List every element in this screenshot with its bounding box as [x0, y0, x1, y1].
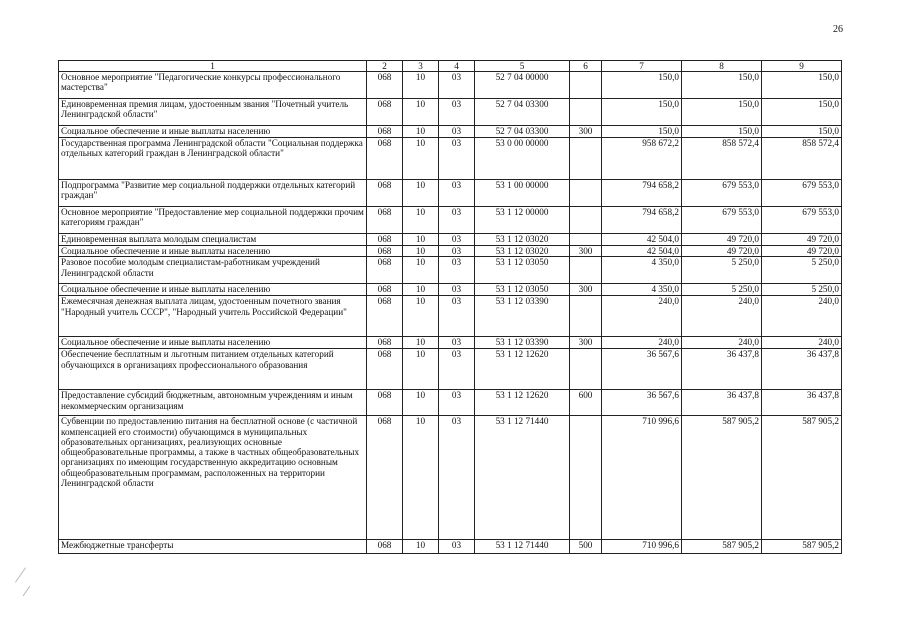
row-description: Субвенции по предоставлению питания на бесплатной основе (с частичной компенсацией его стоимости) обучающимся в муниципальных образовательных организациях, реализующих основные общеобразовательные программы, а также в частных общеобразовательных организациях по имеющим государственную аккредитацию основным общеобразовательным программам, расположенных на территории Ленинградской области [59, 416, 367, 540]
cell-admin-code: 068 [367, 207, 403, 234]
cell-amount-col9: 587 905,2 [762, 416, 842, 540]
row-description: Единовременная премия лицам, удостоенным звания "Почетный учитель Ленинградской области" [59, 99, 367, 126]
cell-section: 10 [403, 207, 439, 234]
col-header-7: 7 [602, 61, 682, 72]
cell-amount-col9: 240,0 [762, 337, 842, 349]
row-description: Социальное обеспечение и иные выплаты населению [59, 284, 367, 296]
table-row [59, 349, 842, 390]
cell-section: 10 [403, 390, 439, 416]
col-header-3: 3 [403, 61, 439, 72]
cell-section: 10 [403, 337, 439, 349]
cell-target-article: 53 1 12 03390 [475, 296, 570, 337]
cell-target-article: 53 0 00 00000 [475, 138, 570, 180]
cell-subsection: 03 [439, 207, 475, 234]
cell-amount-col8: 150,0 [682, 99, 762, 126]
cell-amount-col7: 794 658,2 [602, 207, 682, 234]
cell-subsection: 03 [439, 337, 475, 349]
cell-amount-col8: 5 250,0 [682, 284, 762, 296]
cell-amount-col9: 858 572,4 [762, 138, 842, 180]
cell-section: 10 [403, 126, 439, 138]
cell-amount-col8: 679 553,0 [682, 207, 762, 234]
cell-target-article: 53 1 12 03390 [475, 337, 570, 349]
cell-expense-type [570, 234, 602, 246]
header-row [59, 61, 842, 72]
cell-subsection: 03 [439, 257, 475, 284]
table-row [59, 540, 842, 554]
cell-amount-col7: 4 350,0 [602, 284, 682, 296]
cell-expense-type [570, 99, 602, 126]
cell-amount-col8: 858 572,4 [682, 138, 762, 180]
cell-subsection: 03 [439, 234, 475, 246]
cell-admin-code: 068 [367, 349, 403, 390]
cell-amount-col9: 679 553,0 [762, 180, 842, 207]
cell-section: 10 [403, 296, 439, 337]
cell-subsection: 03 [439, 296, 475, 337]
cell-target-article: 53 1 12 12620 [475, 349, 570, 390]
cell-admin-code: 068 [367, 72, 403, 99]
cell-amount-col8: 49 720,0 [682, 234, 762, 246]
cell-section: 10 [403, 180, 439, 207]
row-description: Основное мероприятие "Предоставление мер социальной поддержки прочим категориям граждан" [59, 207, 367, 234]
cell-admin-code: 068 [367, 234, 403, 246]
cell-target-article: 53 1 12 03020 [475, 234, 570, 246]
cell-amount-col9: 587 905,2 [762, 540, 842, 554]
table-row [59, 126, 842, 138]
cell-amount-col7: 710 996,6 [602, 416, 682, 540]
table-row [59, 246, 842, 257]
cell-subsection: 03 [439, 416, 475, 540]
cell-target-article: 53 1 12 03050 [475, 257, 570, 284]
table-row [59, 180, 842, 207]
cell-amount-col8: 679 553,0 [682, 180, 762, 207]
cell-amount-col8: 49 720,0 [682, 246, 762, 257]
cell-amount-col8: 240,0 [682, 337, 762, 349]
table-header [59, 61, 842, 72]
cell-section: 10 [403, 246, 439, 257]
row-description: Социальное обеспечение и иные выплаты населению [59, 337, 367, 349]
cell-expense-type [570, 296, 602, 337]
cell-amount-col8: 36 437,8 [682, 349, 762, 390]
cell-amount-col9: 36 437,8 [762, 349, 842, 390]
table-row [59, 296, 842, 337]
cell-admin-code: 068 [367, 416, 403, 540]
table-row [59, 99, 842, 126]
col-header-9: 9 [762, 61, 842, 72]
cell-amount-col7: 794 658,2 [602, 180, 682, 207]
table-row [59, 234, 842, 246]
cell-target-article: 53 1 12 71440 [475, 416, 570, 540]
cell-amount-col8: 240,0 [682, 296, 762, 337]
table-row [59, 284, 842, 296]
cell-expense-type [570, 207, 602, 234]
row-description: Единовременная выплата молодым специалистам [59, 234, 367, 246]
cell-admin-code: 068 [367, 257, 403, 284]
cell-amount-col8: 587 905,2 [682, 416, 762, 540]
cell-amount-col9: 5 250,0 [762, 284, 842, 296]
scan-mark [15, 567, 26, 582]
cell-expense-type [570, 138, 602, 180]
cell-amount-col7: 710 996,6 [602, 540, 682, 554]
cell-subsection: 03 [439, 540, 475, 554]
row-description: Межбюджетные трансферты [59, 540, 367, 554]
cell-subsection: 03 [439, 126, 475, 138]
cell-amount-col9: 679 553,0 [762, 207, 842, 234]
cell-target-article: 53 1 12 12620 [475, 390, 570, 416]
table-row [59, 257, 842, 284]
row-description: Обеспечение бесплатным и льготным питанием отдельных категорий обучающихся в организациях профессионального образования [59, 349, 367, 390]
cell-target-article: 52 7 04 03300 [475, 99, 570, 126]
cell-subsection: 03 [439, 246, 475, 257]
cell-expense-type: 300 [570, 126, 602, 138]
row-description: Социальное обеспечение и иные выплаты населению [59, 246, 367, 257]
cell-amount-col9: 150,0 [762, 72, 842, 99]
cell-admin-code: 068 [367, 180, 403, 207]
cell-amount-col7: 36 567,6 [602, 349, 682, 390]
row-description: Подпрограмма "Развитие мер социальной поддержки отдельных категорий граждан" [59, 180, 367, 207]
cell-amount-col9: 240,0 [762, 296, 842, 337]
table-row [59, 138, 842, 180]
cell-amount-col7: 240,0 [602, 296, 682, 337]
cell-target-article: 52 7 04 00000 [475, 72, 570, 99]
cell-section: 10 [403, 234, 439, 246]
row-description: Предоставление субсидий бюджетным, автономным учреждениям и иным некоммерческим организациям [59, 390, 367, 416]
row-description: Ежемесячная денежная выплата лицам, удостоенным почетного звания "Народный учитель СССР", "Народный учитель Российской Федерации" [59, 296, 367, 337]
cell-subsection: 03 [439, 99, 475, 126]
cell-expense-type [570, 180, 602, 207]
cell-section: 10 [403, 284, 439, 296]
cell-target-article: 53 1 12 03020 [475, 246, 570, 257]
cell-expense-type: 300 [570, 284, 602, 296]
table-body [59, 72, 842, 554]
cell-amount-col9: 49 720,0 [762, 234, 842, 246]
cell-target-article: 52 7 04 03300 [475, 126, 570, 138]
cell-section: 10 [403, 138, 439, 180]
cell-expense-type: 500 [570, 540, 602, 554]
cell-amount-col8: 5 250,0 [682, 257, 762, 284]
cell-admin-code: 068 [367, 284, 403, 296]
cell-amount-col9: 49 720,0 [762, 246, 842, 257]
cell-amount-col9: 5 250,0 [762, 257, 842, 284]
cell-amount-col7: 36 567,6 [602, 390, 682, 416]
cell-admin-code: 068 [367, 296, 403, 337]
cell-expense-type [570, 416, 602, 540]
table-row [59, 416, 842, 540]
cell-expense-type: 600 [570, 390, 602, 416]
cell-amount-col7: 42 504,0 [602, 246, 682, 257]
col-header-8: 8 [682, 61, 762, 72]
cell-admin-code: 068 [367, 99, 403, 126]
cell-target-article: 53 1 00 00000 [475, 180, 570, 207]
col-header-1: 1 [59, 61, 367, 72]
cell-amount-col9: 150,0 [762, 126, 842, 138]
row-description: Государственная программа Ленинградской области "Социальная поддержка отдельных категорий граждан в Ленинградской области" [59, 138, 367, 180]
cell-amount-col7: 150,0 [602, 126, 682, 138]
cell-admin-code: 068 [367, 126, 403, 138]
cell-amount-col7: 958 672,2 [602, 138, 682, 180]
col-header-2: 2 [367, 61, 403, 72]
cell-amount-col7: 4 350,0 [602, 257, 682, 284]
cell-amount-col8: 150,0 [682, 72, 762, 99]
cell-section: 10 [403, 99, 439, 126]
cell-subsection: 03 [439, 180, 475, 207]
page-number: 26 [833, 24, 843, 35]
cell-admin-code: 068 [367, 337, 403, 349]
cell-expense-type [570, 257, 602, 284]
cell-section: 10 [403, 72, 439, 99]
col-header-4: 4 [439, 61, 475, 72]
cell-amount-col9: 36 437,8 [762, 390, 842, 416]
col-header-5: 5 [475, 61, 570, 72]
cell-expense-type: 300 [570, 337, 602, 349]
cell-amount-col8: 36 437,8 [682, 390, 762, 416]
table-row [59, 337, 842, 349]
cell-amount-col7: 240,0 [602, 337, 682, 349]
scan-mark [23, 586, 31, 596]
cell-subsection: 03 [439, 349, 475, 390]
cell-expense-type [570, 349, 602, 390]
table-row [59, 207, 842, 234]
cell-amount-col9: 150,0 [762, 99, 842, 126]
row-description: Основное мероприятие "Педагогические конкурсы профессионального мастерства" [59, 72, 367, 99]
cell-admin-code: 068 [367, 138, 403, 180]
cell-amount-col8: 150,0 [682, 126, 762, 138]
col-header-6: 6 [570, 61, 602, 72]
cell-subsection: 03 [439, 284, 475, 296]
cell-target-article: 53 1 12 03050 [475, 284, 570, 296]
cell-section: 10 [403, 540, 439, 554]
cell-amount-col7: 42 504,0 [602, 234, 682, 246]
cell-amount-col7: 150,0 [602, 99, 682, 126]
row-description: Разовое пособие молодым специалистам-работникам учреждений Ленинградской области [59, 257, 367, 284]
cell-subsection: 03 [439, 138, 475, 180]
table-row [59, 72, 842, 99]
table-row [59, 390, 842, 416]
cell-section: 10 [403, 349, 439, 390]
cell-admin-code: 068 [367, 540, 403, 554]
cell-section: 10 [403, 416, 439, 540]
cell-admin-code: 068 [367, 246, 403, 257]
cell-expense-type [570, 72, 602, 99]
cell-subsection: 03 [439, 390, 475, 416]
cell-section: 10 [403, 257, 439, 284]
cell-target-article: 53 1 12 00000 [475, 207, 570, 234]
cell-amount-col8: 587 905,2 [682, 540, 762, 554]
budget-table [58, 60, 842, 554]
cell-target-article: 53 1 12 71440 [475, 540, 570, 554]
cell-subsection: 03 [439, 72, 475, 99]
cell-admin-code: 068 [367, 390, 403, 416]
row-description: Социальное обеспечение и иные выплаты населению [59, 126, 367, 138]
cell-amount-col7: 150,0 [602, 72, 682, 99]
cell-expense-type: 300 [570, 246, 602, 257]
